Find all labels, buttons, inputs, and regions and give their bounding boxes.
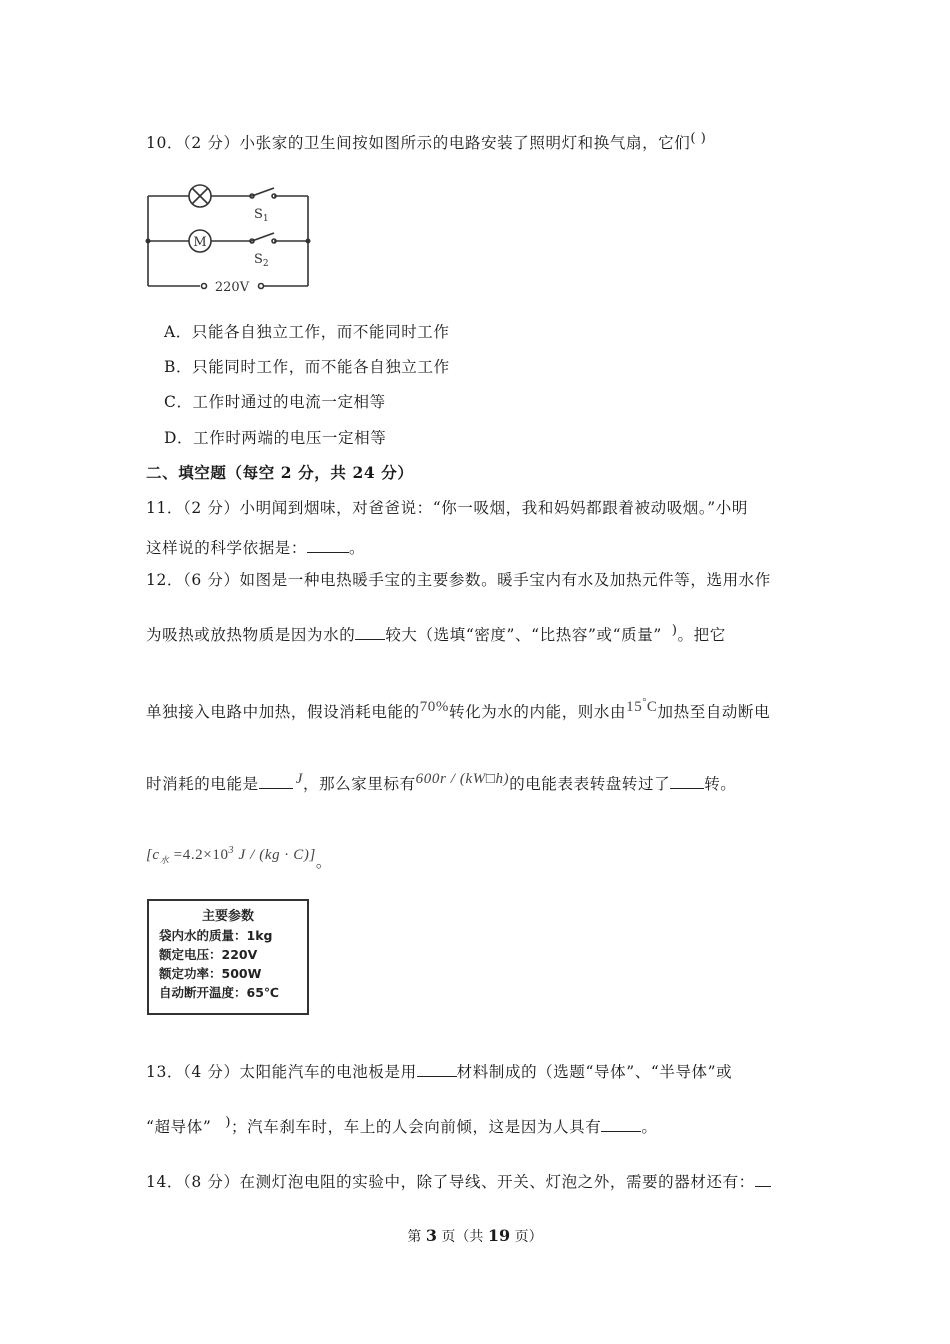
- percent-value: 70%: [419, 699, 449, 715]
- q10-option-c: C．工作时通过的电流一定相等: [164, 393, 386, 411]
- q13-line-1-b: 材料制成的（选题“导体”、“半导体”或: [456, 1063, 733, 1081]
- page-footer: 第 3 页（共 19 页）: [407, 1226, 543, 1245]
- parameter-row: 额定电压：220V: [159, 947, 258, 962]
- parameter-row: 自动断开温度：65℃: [159, 985, 280, 1000]
- q13-line-2-d: 。: [641, 1118, 658, 1136]
- q12-line-4-a: 时消耗的电能是: [146, 775, 259, 793]
- switch-s1-label: $S_1$: [254, 207, 269, 224]
- formula-end: 。: [315, 853, 332, 871]
- q12-line-3-b: 转化为水的内能，则水由: [449, 703, 627, 721]
- q11-line-1: 11．（2 分）小明闻到烟味，对爸爸说：“你一吸烟，我和妈妈都跟着被动吸烟。”小明: [146, 499, 748, 517]
- answer-blank: [670, 774, 704, 789]
- q12-line-1: 12．（6 分）如图是一种电热暖手宝的主要参数。暖手宝内有水及加热元件等，选用水作: [146, 571, 771, 589]
- answer-blank: [355, 625, 385, 640]
- page-number: 3: [425, 1226, 437, 1245]
- q13-line-2-c: ；汽车刹车时，车上的人会向前倾，这是因为人具有: [231, 1118, 602, 1136]
- q10-stem: [146, 131, 706, 153]
- voltage-label: 220V: [214, 280, 250, 295]
- q12-line-3-a: 单独接入电路中加热，假设消耗电能的: [146, 703, 420, 721]
- q11-line-2-text: 这样说的科学依据是：: [146, 539, 308, 557]
- q10-paren: ( ): [690, 131, 707, 146]
- q13-line-1-a: 13．（4 分）太阳能汽车的电池板是用: [146, 1063, 417, 1081]
- q10-option-b: B．只能同时工作，而不能各自独立工作: [164, 358, 450, 376]
- q10-option-a: A．只能各自独立工作，而不能同时工作: [164, 323, 450, 341]
- q14-line-1: [146, 1170, 771, 1192]
- meter-rating: 600r / (kW□h): [415, 771, 510, 787]
- answer-blank: [259, 774, 293, 789]
- q12-line-2-b: 较大（选填“密度”、“比热容”或“质量”: [385, 626, 662, 644]
- parameter-row: 袋内水的质量：1kg: [159, 928, 273, 943]
- section-2-heading: 二、填空题（每空 2 分，共 24 分）: [146, 463, 414, 482]
- q11-line-2: [146, 536, 365, 558]
- junction-left: [146, 239, 151, 244]
- motor-label: M: [193, 235, 207, 250]
- specific-heat-formula: [$c_水 =4.2\times 10^3$ J / (kg · C)]: [146, 845, 316, 865]
- q12-line-2-d: 。把它: [677, 626, 726, 644]
- q13-paren: ): [225, 1115, 232, 1130]
- switch-s2-label: $S_2$: [254, 252, 269, 269]
- q12-line-4-b: ，那么家里标有: [302, 775, 416, 793]
- q12-line-3-d: 加热至自动断电: [657, 703, 771, 721]
- parameter-row: 额定功率：500W: [159, 966, 262, 981]
- q14-line-1-text: 14．（8 分）在测灯泡电阻的实验中，除了导线、开关、灯泡之外，需要的器材还有：: [146, 1173, 755, 1191]
- q12-formula: [146, 845, 332, 872]
- unit-joule: J: [295, 771, 303, 787]
- q11-line-2-end: 。: [349, 539, 366, 557]
- temperature-value: 15°C: [626, 697, 658, 715]
- q12-line-2-a: 为吸热或放热物质是因为水的: [146, 626, 356, 644]
- q12-line-4-d: 转。: [704, 775, 737, 793]
- q12-paren: ): [671, 623, 678, 638]
- answer-blank: [307, 538, 349, 553]
- q13-line-2: [146, 1115, 657, 1137]
- q10-stem-text: 10．（2 分）小张家的卫生间按如图所示的电路安装了照明灯和换气扇，它们: [146, 134, 691, 152]
- q12-line-4: [146, 771, 736, 794]
- parameter-table: [147, 899, 309, 1015]
- parameter-title: 主要参数: [201, 909, 254, 924]
- q13-line-2-a: “超导体”: [146, 1118, 212, 1136]
- q12-line-2: [146, 623, 726, 645]
- q10-option-d: D．工作时两端的电压一定相等: [164, 429, 387, 447]
- answer-blank: [601, 1117, 641, 1132]
- page-total: 19: [487, 1226, 511, 1245]
- circuit-diagram: [140, 178, 320, 298]
- q13-line-1: [146, 1060, 732, 1082]
- q12-line-3: [146, 697, 770, 722]
- q12-line-4-c: 的电能表表转盘转过了: [509, 775, 671, 793]
- junction-right: [306, 239, 311, 244]
- answer-blank: [417, 1062, 457, 1077]
- answer-blank: [755, 1172, 771, 1187]
